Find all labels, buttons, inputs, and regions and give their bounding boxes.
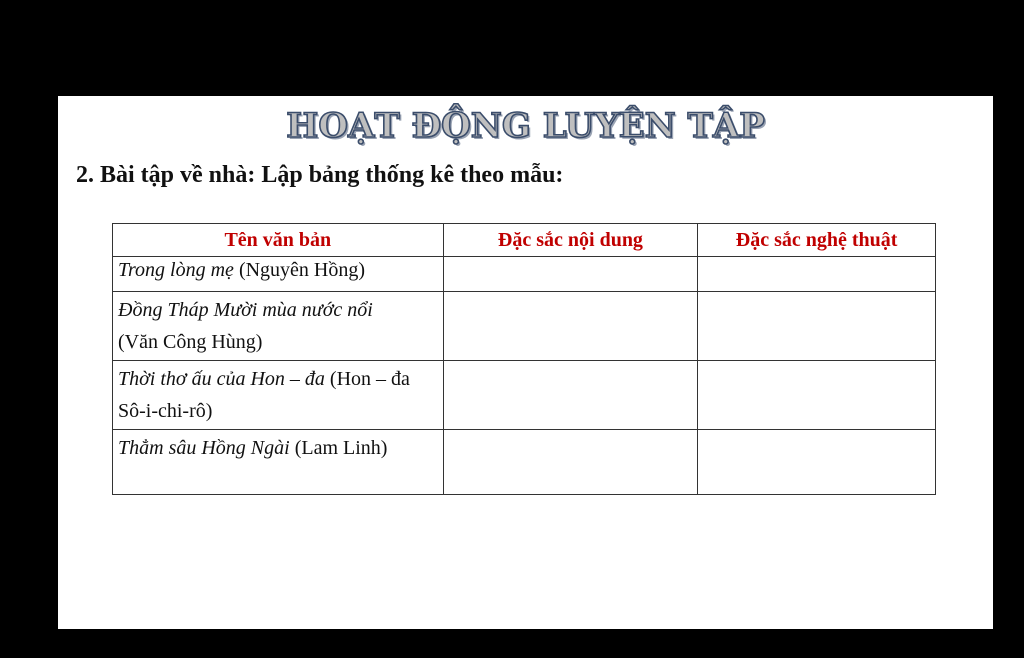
table-row [113,430,936,495]
work-cell [113,292,444,361]
work-cell [113,257,444,292]
table-row [113,257,936,292]
empty-cell [443,430,698,495]
empty-cell [443,361,698,430]
work-name: Thời thơ ấu của Hon – đa [118,368,325,390]
exercise-instruction: 2. Bài tập về nhà: Lập bảng thống kê theo mẫu: [76,162,564,188]
author-name: (Hon – đa Sô-i-chi-rô) [118,368,410,422]
work-name: Đồng Tháp Mười mùa nước nổi [118,299,373,321]
empty-cell [698,257,936,292]
header-title: Tên văn bản [113,224,444,257]
header-art: Đặc sắc nghệ thuật [698,224,936,257]
empty-cell [698,361,936,430]
slide-title: HOẠT ĐỘNG LUYỆN TẬP [286,106,765,146]
slide [58,96,993,629]
table-header-row [113,224,936,257]
empty-cell [698,430,936,495]
table-row [113,361,936,430]
author-name: (Lam Linh) [289,437,388,459]
table-row [113,292,936,361]
work-cell [113,361,444,430]
empty-cell [443,257,698,292]
work-cell [113,430,444,495]
header-content: Đặc sắc nội dung [443,224,698,257]
work-name: Trong lòng mẹ [118,259,234,281]
work-name: Thẳm sâu Hồng Ngài [118,437,290,459]
author-name: (Nguyên Hồng) [233,259,366,281]
empty-cell [698,292,936,361]
empty-cell [443,292,698,361]
statistics-table [112,223,936,495]
author-name: (Văn Công Hùng) [118,331,263,353]
